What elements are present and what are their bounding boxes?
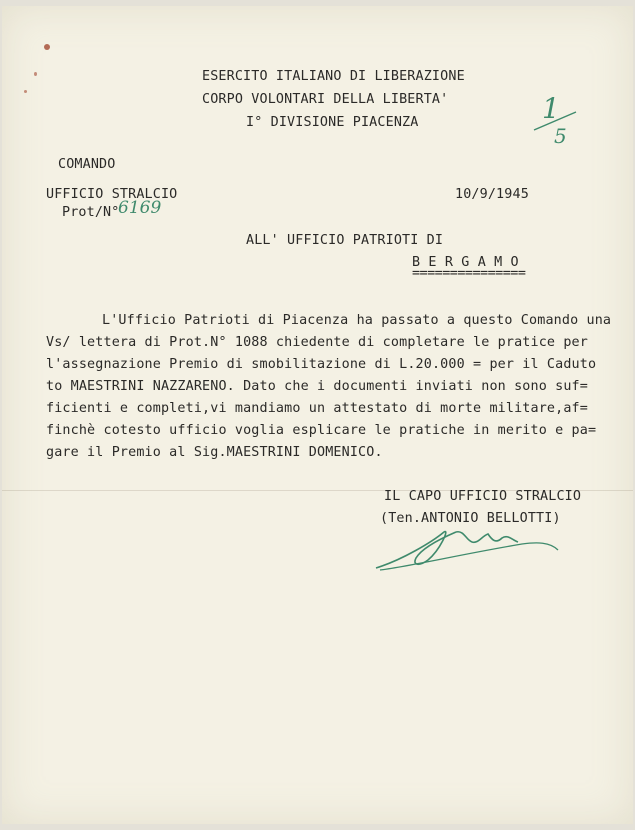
protocol-number-handwritten: 6169 [118,198,162,218]
letter-date: 10/9/1945 [455,187,529,202]
body-line: to MAESTRINI NAZZARENO. Dato che i documenti inviati non sono suf= [46,379,588,394]
body-line: Vs/ lettera di Prot.N° 1088 chiedente di completare le pratice per [46,335,588,350]
margin-note-denominator: 5 [554,124,567,148]
sender-comando: COMANDO [58,157,116,172]
header-line-3: I° DIVISIONE PIACENZA [246,115,419,130]
margin-note-numerator: 1 [542,92,560,125]
header-line-1: ESERCITO ITALIANO DI LIBERAZIONE [202,69,465,84]
recipient-city: B E R G A M O [412,255,519,270]
body-line: l'assegnazione Premio di smobilitazione di L.20.000 = per il Caduto [46,357,597,372]
sender-office: UFFICIO STRALCIO [46,187,178,202]
recipient-underline: =============== [412,266,526,281]
header-line-2: CORPO VOLONTARI DELLA LIBERTA' [202,92,449,107]
recipient-line-1: ALL' UFFICIO PATRIOTI DI [246,233,444,248]
body-line: gare il Premio al Sig.MAESTRINI DOMENICO. [46,445,383,460]
ink-stain [24,90,27,93]
signature-title: IL CAPO UFFICIO STRALCIO [384,489,582,504]
margin-note [530,92,580,152]
body-line: ficienti e completi,vi mandiamo un attestato di morte militare,af= [46,401,588,416]
handwritten-signature [372,520,572,580]
signature-name: (Ten.ANTONIO BELLOTTI) [380,511,561,526]
ink-stain [34,72,37,76]
body-line: finchè cotesto ufficio voglia esplicare le pratiche in merito e pa= [46,423,597,438]
body-line: L'Ufficio Patrioti di Piacenza ha passato a questo Comando una [102,313,612,328]
ink-stain [44,44,50,50]
protocol-label: Prot/N° [62,205,120,220]
